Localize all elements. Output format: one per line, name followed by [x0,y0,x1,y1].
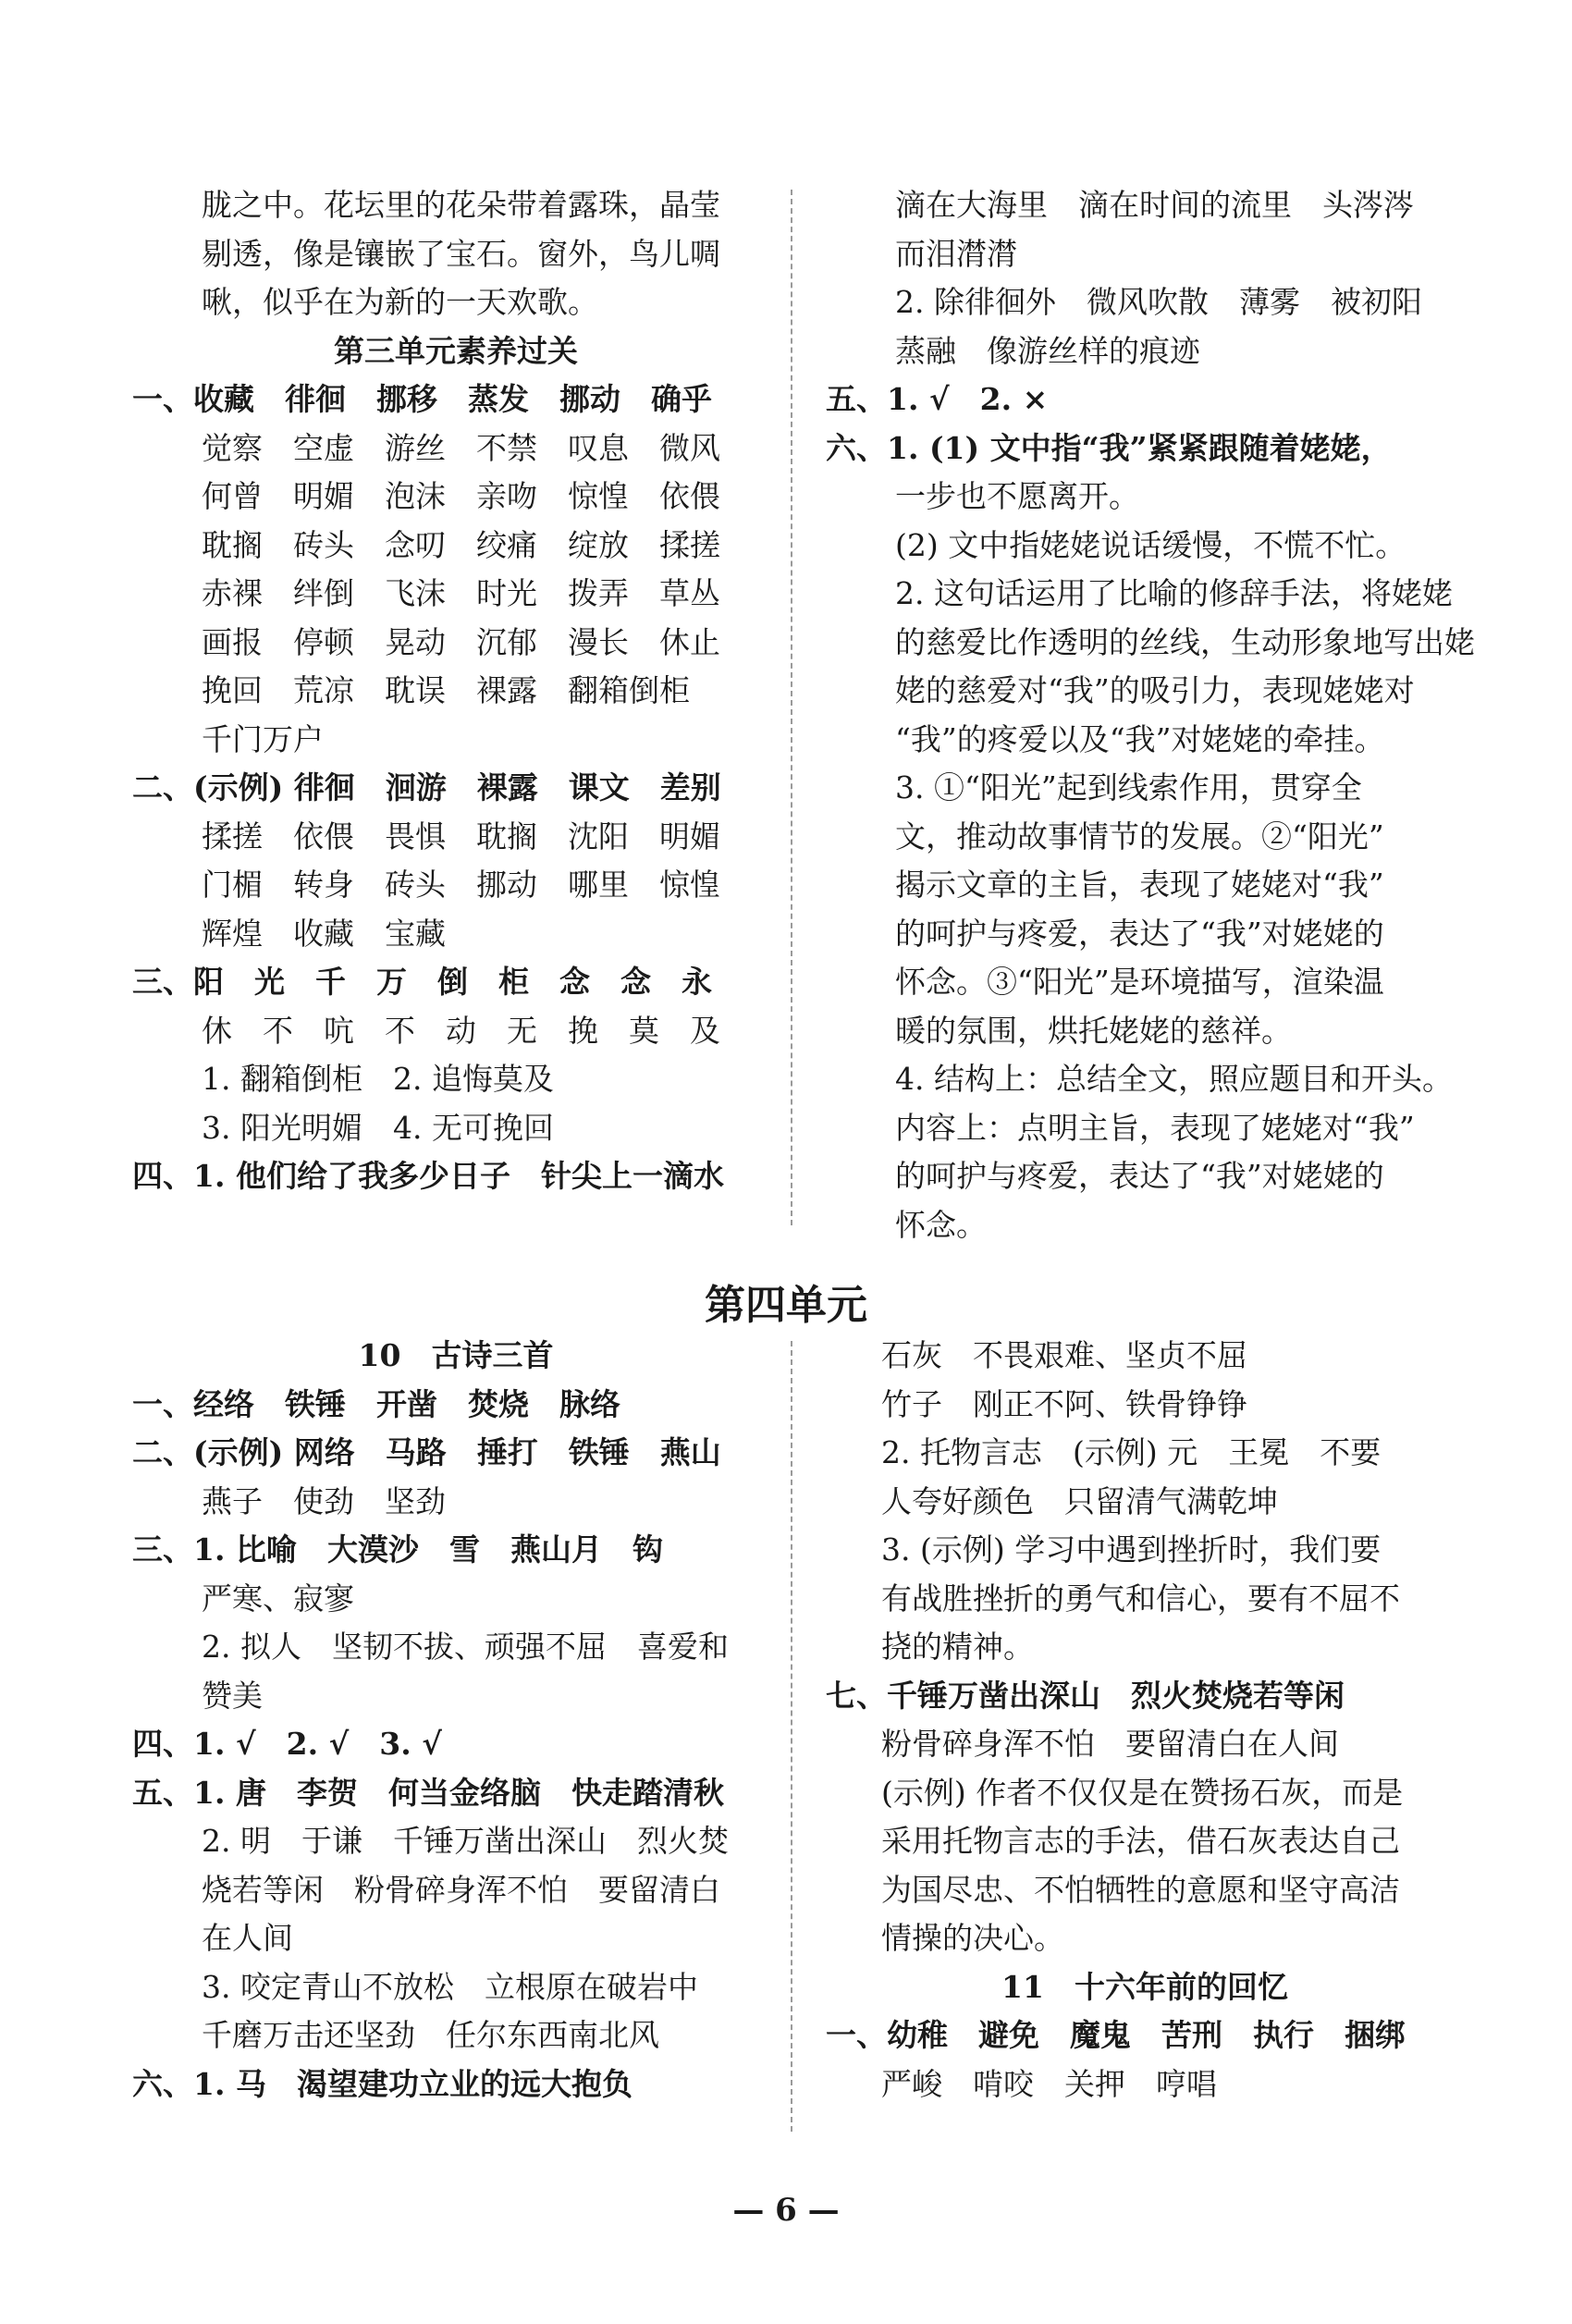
answer-line: 怀念。③“阳光”是环境描写，渲染温 [895,964,1384,1000]
answer-line: 严峻 啃咬 关押 哼唱 [881,2065,1217,2102]
answer-line: 3. (示例) 学习中遇到挫折时，我们要 [881,1531,1382,1568]
answer-line: 挽回 荒凉 耽误 裸露 翻箱倒柜 [202,672,690,708]
answer-line: 四、1. √ 2. √ 3. √ [132,1726,442,1762]
answer-line: 休 不 吭 不 动 无 挽 莫 及 [202,1012,720,1049]
answer-line: 一、幼稚 避免 魔鬼 苦刑 执行 捆绑 [826,2017,1406,2053]
answer-line: 辉煌 收藏 宝藏 [202,915,446,952]
answer-line: 赤裸 绊倒 飞沫 时光 拨弄 草丛 [202,575,720,611]
column-left-bottom [132,1332,780,2109]
answer-line: 剔透，像是镶嵌了宝石。窗外，鸟儿啁 [202,235,720,272]
column-divider-top [791,190,792,1225]
answer-line: 严寒、寂寥 [202,1580,354,1617]
answer-line: 1. 翻箱倒柜 2. 追悔莫及 [202,1061,554,1097]
answer-line: “我”的疼爱以及“我”对姥姥的牵挂。 [895,720,1385,757]
answer-line: 一、收藏 徘徊 挪移 蒸发 挪动 确乎 [132,381,712,417]
answer-line: 2. 明 于谦 千锤万凿出深山 烈火焚 [202,1823,729,1859]
answer-line: 门楣 转身 砖头 挪动 哪里 惊惶 [202,867,720,903]
answer-line: 为国尽忠、不怕牺牲的意愿和坚守高洁 [881,1871,1400,1908]
answer-line: 2. 托物言志 (示例) 元 王冕 不要 [881,1434,1382,1470]
answer-line: 怀念。 [895,1206,987,1243]
answer-line: 一、经络 铁锤 开凿 焚烧 脉络 [132,1385,620,1422]
answer-line: 3. 阳光明媚 4. 无可挽回 [202,1109,554,1146]
answer-line: 揉搓 依偎 畏惧 耽搁 沈阳 明媚 [202,818,720,855]
answer-line: 耽搁 砖头 念叨 绞痛 绽放 揉搓 [202,526,720,563]
answer-line: 2. 除徘徊外 微风吹散 薄雾 被初阳 [895,284,1422,320]
section-heading: 10 古诗三首 [358,1337,554,1373]
answer-line: 在人间 [202,1920,293,1956]
answer-line: 的呵护与疼爱，表达了“我”对姥姥的 [895,915,1384,952]
answer-line: (示例) 作者不仅仅是在赞扬石灰，而是 [881,1774,1404,1811]
answer-line: 千门万户 [202,720,324,757]
answer-line: 有战胜挫折的勇气和信心，要有不屈不 [881,1580,1400,1617]
answer-line: 姥的慈爱对“我”的吸引力，表现姥姥对 [895,672,1415,708]
column-right-top [826,181,1475,1249]
answer-line: 一步也不愿离开。 [895,478,1139,514]
answer-line: 内容上：点明主旨，表现了姥姥对“我” [895,1109,1415,1146]
answer-line: 烧若等闲 粉骨碎身浑不怕 要留清白 [202,1871,720,1908]
section-heading: 11 十六年前的回忆 [1001,1968,1288,2005]
answer-line: 三、阳 光 千 万 倒 柜 念 念 永 [132,964,712,1000]
answer-line: 何曾 明媚 泡沫 亲吻 惊惶 依偎 [202,478,720,514]
answer-line: 五、1. √ 2. × [826,381,1049,417]
answer-line: (2) 文中指姥姥说话缓慢，不慌不忙。 [895,526,1406,563]
answer-line: 2. 拟人 坚韧不拔、顽强不屈 喜爱和 [202,1629,729,1665]
page-number: — 6 — [732,2192,840,2229]
answer-line: 暖的氛围，烘托姥姥的慈祥。 [895,1012,1292,1049]
answer-line: 的呵护与疼爱，表达了“我”对姥姥的 [895,1158,1384,1194]
answer-line: 揭示文章的主旨，表现了姥姥对“我” [895,867,1384,903]
column-divider-bottom [791,1341,792,2132]
answer-line: 五、1. 唐 李贺 何当金络脑 快走踏清秋 [132,1774,724,1811]
answer-line: 蒸融 像游丝样的痕迹 [895,332,1200,369]
answer-line: 2. 这句话运用了比喻的修辞手法，将姥姥 [895,575,1453,611]
answer-line: 粉骨碎身浑不怕 要留清白在人间 [881,1726,1339,1762]
answer-line: 七、千锤万凿出深山 烈火焚烧若等闲 [826,1677,1345,1714]
answer-line: 的慈爱比作透明的丝线，生动形象地写出姥 [895,623,1475,660]
answer-line: 4. 结构上：总结全文，照应题目和开头。 [895,1061,1453,1097]
unit-title: 第四单元 [705,1282,867,1329]
answer-line: 胧之中。花坛里的花朵带着露珠，晶莹 [202,187,720,223]
answer-line: 觉察 空虚 游丝 不禁 叹息 微风 [202,429,720,466]
answer-line: 竹子 刚正不阿、铁骨铮铮 [881,1385,1247,1422]
answer-line: 二、(示例) 网络 马路 捶打 铁锤 燕山 [132,1434,721,1470]
answer-line: 人夸好颜色 只留清气满乾坤 [881,1482,1278,1519]
answer-line: 三、1. 比喻 大漠沙 雪 燕山月 钩 [132,1531,663,1568]
answer-line: 啾，似乎在为新的一天欢歌。 [202,284,598,320]
answer-line: 千磨万击还坚劲 任尔东西南北风 [202,2017,659,2053]
answer-line: 挠的精神。 [881,1629,1034,1665]
answer-line: 石灰 不畏艰难、坚贞不屈 [881,1337,1247,1373]
answer-line: 画报 停顿 晃动 沉郁 漫长 休止 [202,623,720,660]
answer-line: 六、1. (1) 文中指“我”紧紧跟随着姥姥， [826,429,1392,466]
answer-line: 二、(示例) 徘徊 洄游 裸露 课文 差别 [132,769,721,805]
answer-line: 六、1. 马 渴望建功立业的远大抱负 [132,2065,632,2102]
answer-line: 而泪潸潸 [895,235,1017,272]
answer-line: 赞美 [202,1677,263,1714]
answer-line: 文，推动故事情节的发展。②“阳光” [895,818,1384,855]
answer-line: 四、1. 他们给了我多少日子 针尖上一滴水 [132,1158,724,1194]
answer-line: 燕子 使劲 坚劲 [202,1482,446,1519]
answer-line: 3. 咬定青山不放松 立根原在破岩中 [202,1968,698,2005]
section-heading: 第三单元素养过关 [334,332,578,369]
answer-line: 滴在大海里 滴在时间的流里 头涔涔 [895,187,1414,223]
column-right-bottom [826,1332,1464,2109]
answer-line: 采用托物言志的手法，借石灰表达自己 [881,1823,1400,1859]
column-left-top [132,181,780,1201]
answer-line: 情操的决心。 [881,1920,1064,1956]
answer-line: 3. ①“阳光”起到线索作用，贯穿全 [895,769,1362,805]
